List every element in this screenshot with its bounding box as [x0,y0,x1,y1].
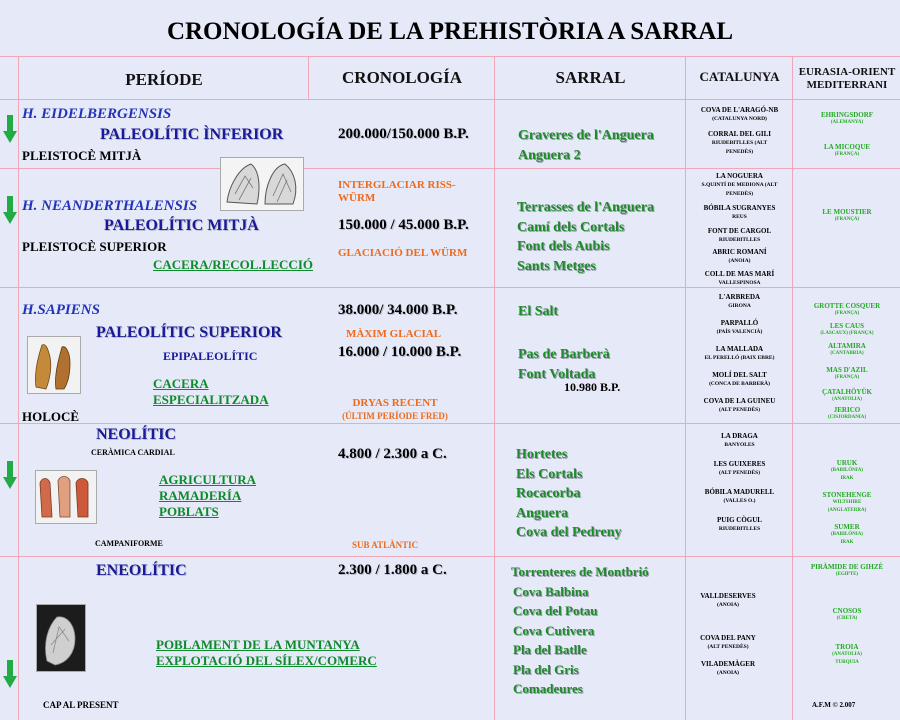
epoch-label: PLEISTOCÈ MITJÀ [22,148,142,163]
sarral-site: El Salt [518,304,559,319]
sarral-sites [518,345,610,384]
period-label: PALEOLÍTIC MITJÀ [104,217,259,234]
eur-site-loc: (CANTABRIA) [830,351,864,356]
species-label: H.SAPIENS [22,302,100,318]
cat-site-loc: REUS [732,214,747,220]
maxim-glacial-label: MÀXIM GLACIAL [346,328,442,340]
chronology-date: 10.980 B.P. [564,380,621,394]
cat-site: LA MALLADA [715,345,764,353]
cat-site: PUIG CÒGUL [717,516,762,524]
cat-site: CORRAL DEL GILI [707,130,772,138]
poblats-link[interactable]: POBLATS [159,504,219,519]
eur-site-loc: (ALEMANYA) [830,120,864,125]
cat-site: MOLÍ DEL SALT [712,371,767,379]
flint-blades-image [35,470,97,524]
eur-site: SUMER [834,523,860,531]
site-item: Font dels Aubis [517,239,610,254]
cat-site-loc: (VALLES O.) [723,498,756,504]
site-item: Hortetes [516,447,568,462]
eur-site: PIRÀMIDE DE GIHZÈ [810,563,884,571]
cat-site: L'ARBREDA [718,293,761,301]
header-eurasia-line1: EURASIA-ORIENT [798,66,896,78]
cat-site: COVA DE LA GUINEU [703,397,776,405]
agricultura-link[interactable]: AGRICULTURA [159,472,257,487]
eur-site-loc: (FRANÇA) [834,217,860,222]
footer-left: CAP AL PRESENT [43,700,119,710]
eur-site: URUK [836,459,858,467]
cat-site-loc: (PAÍS VALENCIÀ) [716,329,763,335]
site-item: Graveres de l'Anguera [518,128,654,143]
header-catalunya: CATALUNYA [699,69,780,84]
dryas-subtitle: (ÚLTIM PERÍODE FRED) [342,411,448,421]
chronology-value: 200.000/150.000 B.P. [338,126,469,142]
cat-site-loc: (ALT PENEDÈS) [718,470,761,476]
site-item: Rocacorba [516,486,581,501]
cat-site-loc: VALLESPINOSA [718,280,761,286]
species-label: H. EIDELBERGENSIS [22,106,172,122]
eurasia-sites [794,302,900,422]
catalunya-sites [687,172,792,288]
chronology-value: 2.300 / 1.800 a C. [338,562,447,578]
cat-site: VALLDESERVES [700,592,756,600]
eur-site-loc: WILTSHIRE (ANGLATERRA) [827,500,867,513]
sarral-sites [517,198,654,276]
cat-site: COVA DEL PANY [700,634,756,642]
eur-site: JERICO [833,406,861,414]
neolithic-links [159,472,256,520]
epoch-label: PLEISTOCÈ SUPERIOR [22,239,167,254]
poblament-link[interactable]: POBLAMENT DE LA MUNTANYA [156,637,360,652]
site-item: Cova del Potau [513,603,598,618]
eur-site-loc: (ANATOLIA) [832,397,862,402]
cat-site-loc: (ALT PENEDÈS) [707,644,749,650]
down-arrow-icon [3,461,17,489]
cat-site-loc: BANYOLES [724,442,755,448]
dryas-title: DRYAS RECENT [352,397,438,409]
sarral-sites [518,126,654,165]
eur-site-loc: (FRANÇA) [834,152,860,157]
eur-site: GROTTE COSQUER [813,302,881,310]
eur-site-loc: (CRETA) [836,616,858,621]
cat-site-loc: (ANOIA) [717,670,739,676]
site-item: Torrenteres de Montbrió [511,564,649,579]
cat-site: LES GUIXERES [713,460,766,468]
eur-site-loc: (BABILÒNIA) IRAK [831,468,863,481]
chronology-value: 38.000/ 34.000 B.P. [338,302,458,318]
eurasia-sites [794,111,900,159]
eur-site: LE MOUSTIER [822,208,872,216]
cat-site: VILADEMÀGER [700,660,756,668]
sarral-sites [511,562,649,699]
catalunya-sites [687,432,792,534]
chronology-value: 150.000 / 45.000 B.P. [338,217,469,233]
site-item: Pla del Batlle [513,642,587,657]
site-item: Pas de Barberà [518,347,610,362]
eur-site-loc: (FRANÇA) [834,311,860,316]
handaxe-image [220,157,304,211]
eurasia-sites [794,459,900,547]
footer-copyright: A.F.M © 2.007 [812,701,856,709]
cat-site-loc: RIUDEBITLLES [718,237,761,243]
period-label: ENEOLÍTIC [96,562,187,579]
cat-site: COLL DE MAS MARÍ [704,270,775,278]
flint-core-image [36,604,86,672]
cat-site: BÓBILA SUGRANYES [703,204,776,212]
header-eurasia [794,66,900,92]
eurasia-sites [794,563,900,667]
cat-site: BÓBILA MADURELL [704,488,775,496]
period-label: PALEOLÍTIC ÌNFERIOR [100,126,284,143]
site-item: Camí dels Cortals [517,219,625,235]
cat-site: ABRIC ROMANÍ [712,248,767,256]
cat-site-loc: (ANOIA) [728,258,751,264]
eur-site-loc: (LASCAUX) (FRANÇA) [820,331,874,336]
header-periode: PERÍODE [125,70,203,89]
site-item: Els Cortals [516,466,583,482]
cat-site-loc: S.QUINTÍ DE MEDIONA (ALT PENEDÈS) [701,182,778,197]
site-item: Anguera 2 [518,147,581,163]
site-item: Sants Metges [517,258,596,274]
cacera-especialitzada-link[interactable]: CACERA ESPECIALITZADA [153,376,269,407]
site-item: Cova Balbina [513,583,589,599]
cat-site: LA DRAGA [721,432,758,440]
cat-site-loc: EL PERELLÓ (BAIX EBRE) [704,355,775,361]
eur-site-loc: (FRANÇA) [834,375,860,380]
eur-site: MAS D'AZIL [826,366,868,374]
cat-site-loc: (CONCA DE BARBERÀ) [709,381,770,387]
period-label: PALEOLÍTIC SUPERIOR [96,324,282,341]
cat-site: COVA DE L'ARAGÓ-NB [700,106,779,114]
campaniforme-label: CAMPANIFORME [95,539,163,548]
site-item: Comadeures [513,681,583,696]
eur-site: ÇATALHÖYÜK [822,388,872,396]
header-cronologia: CRONOLOGÍA [342,68,462,87]
cat-site-loc: (CATALUNYA NORD) [712,116,767,122]
sub-atlantic-label: SUB ATLÀNTIC [352,540,419,550]
eur-site: LA MICOQUE [823,143,871,151]
site-item: Pla del Gris [513,661,579,677]
cacera-recol-link[interactable]: CACERA/RECOL.LECCIÓ [153,257,313,272]
cat-site-loc: GIRONA [728,303,751,309]
site-item: Cova del Pedreny [516,525,622,540]
catalunya-sites [687,293,792,415]
site-item: Terrasses de l'Anguera [517,200,655,215]
cat-site-loc: (ANOIA) [717,602,739,608]
cat-site: LA NOGUERA [716,172,763,180]
dryas-recent-label [338,397,452,423]
subperiod-label: EPIPALEOLÍTIC [163,349,258,363]
eur-site-loc: (EGIPTE) [835,572,859,577]
period-label: NEOLÍTIC [96,426,177,443]
ceramica-label: CERÀMICA CARDIAL [91,448,175,457]
site-item: Font Voltada [518,366,596,382]
eur-site: STONEHENGE [822,491,872,499]
cat-site: PARPALLÓ [720,319,759,327]
eurasia-sites [794,208,900,224]
cat-site: FONT DE CARGOL [707,227,772,235]
eur-site: CNOSOS [832,607,862,615]
interglaciar-label: INTERGLACIAR RISS-WÜRM [338,179,456,204]
glaciacio-label: GLACIACIÓ DEL WÜRM [338,247,468,259]
site-item: Anguera [516,505,569,521]
eur-site-loc: (CISJORDANIA) [827,415,867,420]
down-arrow-icon [3,196,17,224]
down-arrow-icon [3,115,17,143]
explotacio-link[interactable]: EXPLOTACIÓ DEL SÍLEX/COMERC [156,653,377,668]
eneolithic-links [156,637,377,669]
page-title: CRONOLOGÍA DE LA PREHISTÒRIA A SARRAL [166,18,734,45]
sarral-sites [516,445,622,543]
cat-site-loc: RIUDEBITLLES (ALT PENEDÈS) [711,140,768,155]
eur-site: LES CAUS [829,322,865,330]
cat-site-loc: RIUDEBITLLES [718,526,761,532]
holoce-label: HOLOCÈ [22,409,80,424]
eur-site: EHRINGSDORF [820,111,874,119]
header-sarral: SARRAL [555,68,626,87]
eur-site-loc: (BABILÒNIA) IRAK [831,532,863,545]
chronology-value: 4.800 / 2.300 a C. [338,446,447,462]
site-item: Cova Cutivera [513,622,595,638]
bone-tool-image [27,336,81,394]
chronology-value: 16.000 / 10.000 B.P. [338,344,462,360]
header-eurasia-line2: MEDITERRANI [806,79,888,91]
eur-site: ALTAMIRA [828,342,866,350]
eur-site: TROIA [835,643,859,651]
catalunya-sites [687,106,792,157]
eur-site-loc: (ANATOLIA) TURQUIA [832,652,862,665]
species-label: H. NEANDERTHALENSIS [22,198,198,214]
down-arrow-icon [3,660,17,688]
cat-site-loc: (ALT PENEDÈS) [718,407,761,413]
ramaderia-link[interactable]: RAMADERÍA [159,488,242,503]
catalunya-sites [687,592,769,678]
